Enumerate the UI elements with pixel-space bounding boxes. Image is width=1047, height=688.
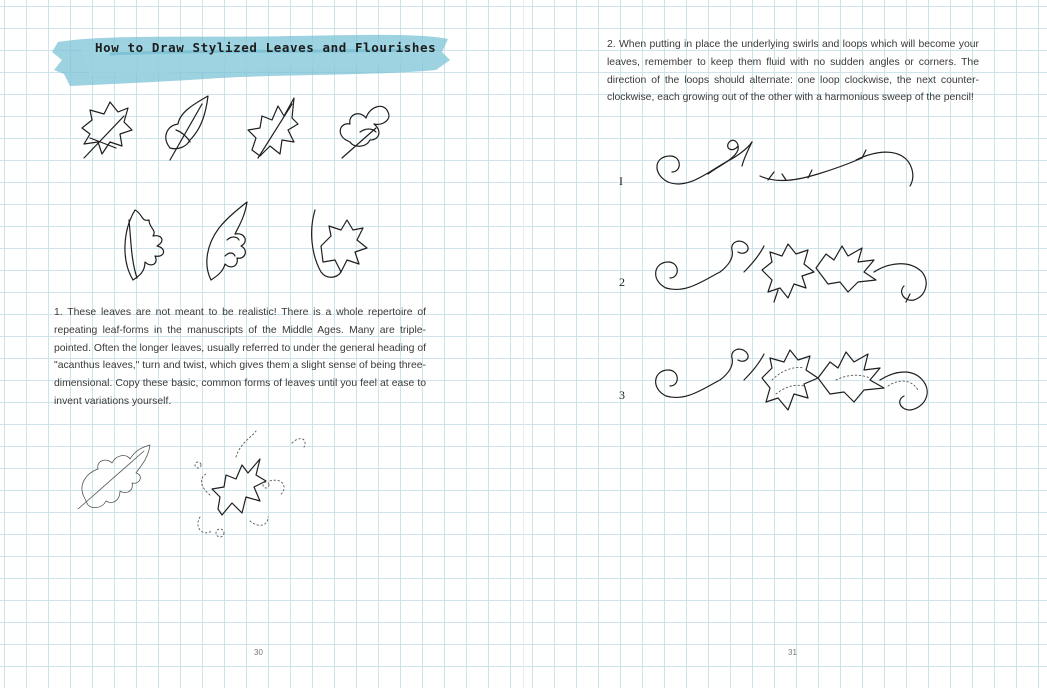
acanthus-leaf-3 xyxy=(312,210,367,277)
paragraph-leaves-instructions: 1. These leaves are not meant to be realistic! There is a whole repertoire of repeating leaf-forms in the manuscripts of the Middle Ages. Many are triple-pointed. Often the longer leaves, usually referred to under the general heading of "acanthus leaves," turn and twist, which gives them a slight sense of being three-dimensional. Copy these basic, common forms of leaves until you feel at ease to invent variations yourself. xyxy=(54,307,427,407)
flourish-step-2 xyxy=(648,232,933,312)
leaf-drawings-row-1 xyxy=(70,88,400,178)
dotted-leaf-guide xyxy=(195,431,305,537)
page-title: How to Draw Stylized Leaves and Flourishes xyxy=(95,40,437,55)
page-number-left: 30 xyxy=(254,648,263,657)
watercolor-title-wash xyxy=(50,30,452,90)
acanthus-leaf-1 xyxy=(125,210,164,280)
leaf-drawings-row-2 xyxy=(115,200,375,290)
left-page xyxy=(0,0,523,688)
leaf-sketch-2 xyxy=(166,96,208,160)
step-label-1: I xyxy=(619,174,623,188)
step-label-2: 2 xyxy=(619,275,625,289)
pencil-leaf-sketch xyxy=(78,445,150,509)
acanthus-leaf-2 xyxy=(207,202,247,280)
leaf-sketch-3 xyxy=(248,98,298,158)
flourish-step-1 xyxy=(648,128,928,208)
leaf-shading-examples xyxy=(70,425,320,550)
leaf-sketch-1 xyxy=(82,102,132,158)
paragraph-swirls-instructions: 2. When putting in place the underlying swirls and loops which will become your leaves, remember to keep them fluid with no sudden angles or corners. The direction of the loops should alternate: one loop clockwise, the next counter-clockwise, each growing out of the other with a harmonious sweep of the pencil! xyxy=(607,39,979,104)
page-number-right: 31 xyxy=(788,648,797,657)
leaf-sketch-4 xyxy=(340,106,389,158)
flourish-step-3 xyxy=(648,340,933,425)
step-label-3: 3 xyxy=(619,388,625,402)
